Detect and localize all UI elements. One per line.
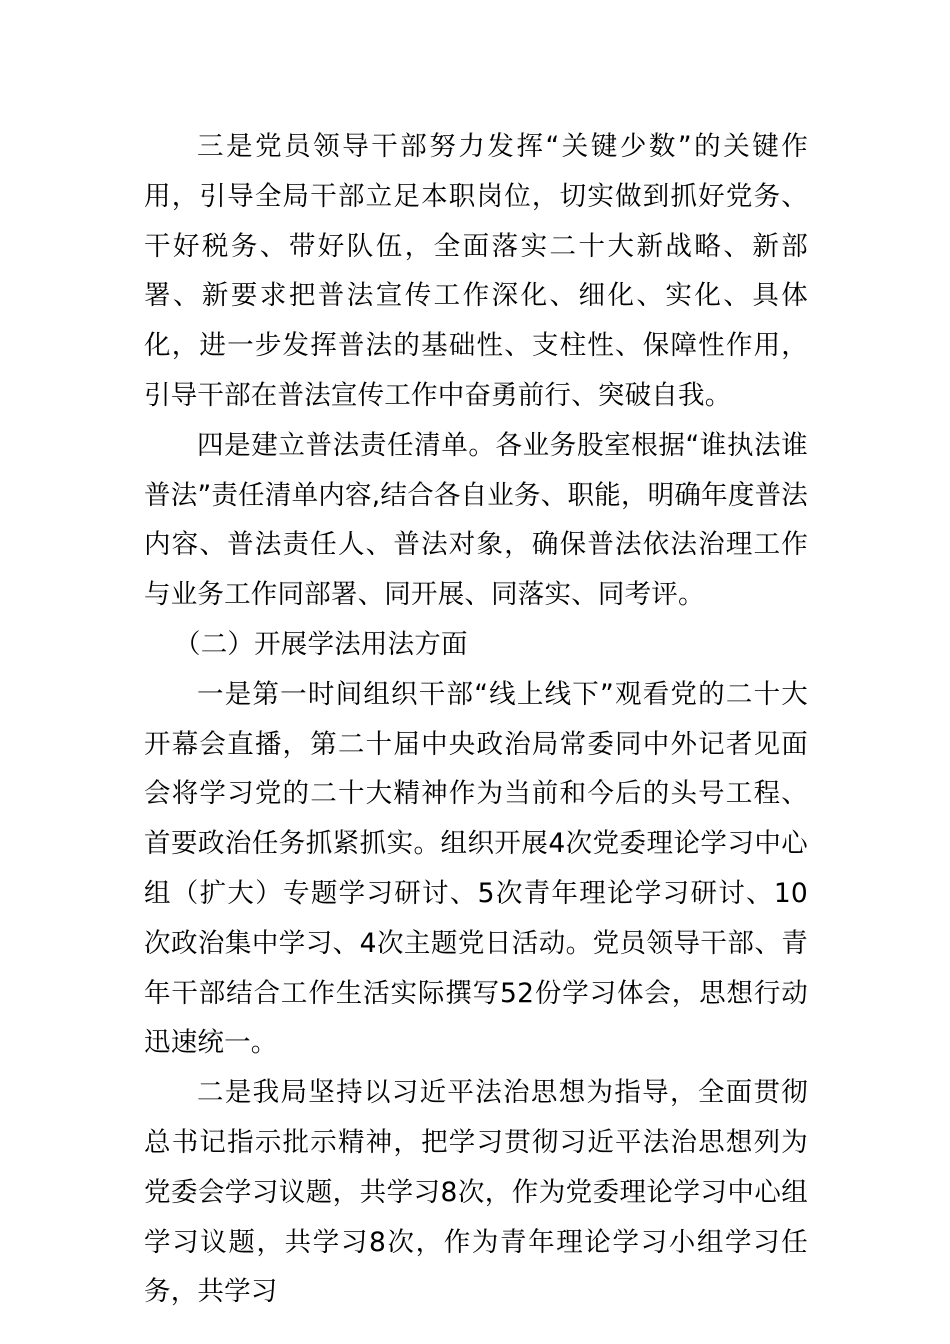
paragraph-rule-of-law-thought: 二是我局坚持以习近平法治思想为指导，全面贯彻总书记指示批示精神，把学习贯彻习近平法治思想列为党委会学习议题，共学习8次，作为党委理论学习中心组学习议题，共学习8次，作为青年理论学习小组学习任务，共学习: [144, 1077, 808, 1308]
paragraph-leading-few: 三是党员领导干部努力发挥“关键少数”的关键作用，引导全局干部立足本职岗位，切实做到抓好党务、干好税务、带好队伍，全面落实二十大新战略、新部署、新要求把普法宣传工作深化、细化、实化、具体化，进一步发挥普法的基础性、支柱性、保障性作用，引导干部在普法宣传工作中奋勇前行、突破自我。: [144, 131, 808, 411]
document-body: [144, 122, 808, 1317]
paragraph-responsibility-list: 四是建立普法责任清单。各业务股室根据“谁执法谁普法”责任清单内容,结合各自业务、职能，明确年度普法内容、普法责任人、普法对象，确保普法依法治理工作与业务工作同部署、同开展、同落实、同考评。: [144, 429, 808, 611]
section-heading: （二）开展学法用法方面: [174, 628, 468, 660]
paragraph-study-congress: 一是第一时间组织干部“线上线下”观看党的二十大开幕会直播，第二十届中央政治局常委同中外记者见面会将学习党的二十大精神作为当前和今后的头号工程、首要政治任务抓紧抓实。组织开展4次党委理论学习中心组（扩大）专题学习研讨、5次青年理论学习研讨、10次政治集中学习、4次主题党日活动。党员领导干部、青年干部结合工作生活实际撰写52份学习体会，思想行动迅速统一。: [144, 678, 808, 1059]
